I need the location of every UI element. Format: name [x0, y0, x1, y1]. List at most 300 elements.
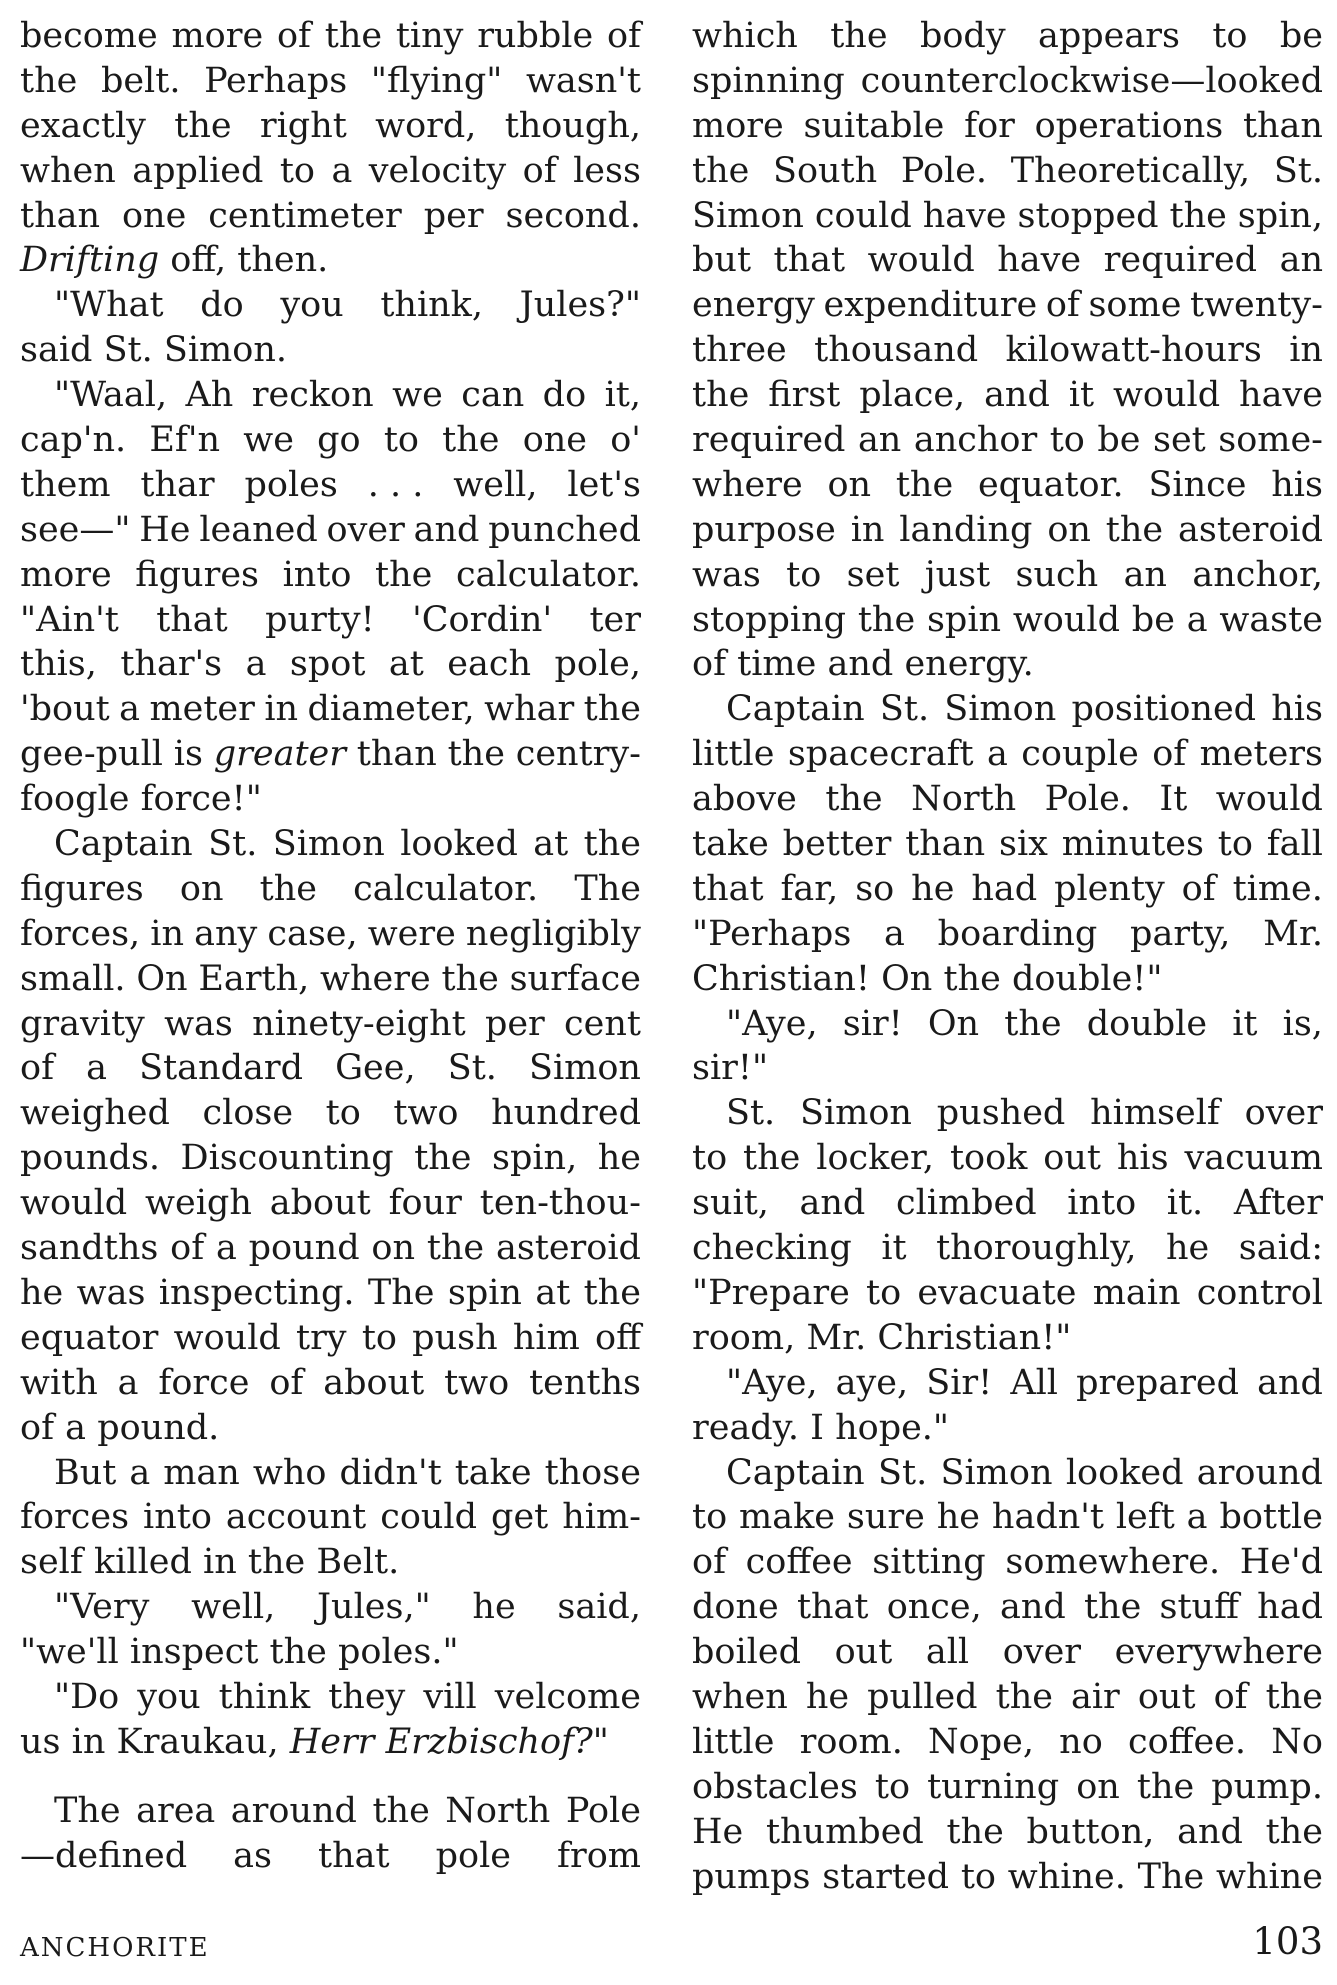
word: that	[318, 1835, 390, 1876]
word: he	[597, 1138, 641, 1179]
word: a	[119, 689, 141, 730]
word: equator	[20, 1317, 159, 1358]
word: pound.	[97, 1407, 220, 1448]
text-line	[692, 238, 1323, 283]
word: waste	[1219, 599, 1323, 640]
word: an	[857, 420, 902, 461]
word: done	[692, 1587, 779, 1628]
word: suitable	[803, 105, 945, 146]
word: he	[1166, 1228, 1210, 1269]
text-line	[692, 1810, 1323, 1855]
text-line	[20, 912, 641, 957]
word: a	[215, 1228, 237, 1269]
word: no	[1059, 1721, 1103, 1762]
text-line	[20, 1091, 641, 1136]
word: one	[121, 195, 187, 236]
word: the	[830, 16, 888, 56]
word: Erzbischof?"	[385, 1721, 609, 1762]
word: calculator.	[353, 868, 539, 909]
word: a	[86, 1048, 108, 1089]
word: main	[1092, 1272, 1181, 1313]
word: for	[964, 105, 1015, 146]
word: expenditure	[823, 285, 1038, 326]
word: him	[512, 1317, 580, 1358]
word: Gee,	[335, 1048, 416, 1089]
word: was	[692, 554, 761, 595]
word: to	[279, 150, 315, 191]
word: Standard	[139, 1048, 303, 1089]
word: gravity	[20, 1003, 145, 1044]
word: be	[1279, 16, 1323, 56]
word: o'	[610, 420, 641, 461]
word: get	[491, 1497, 549, 1538]
word: his	[1271, 689, 1323, 730]
word: asteroid	[495, 1228, 641, 1269]
word: But	[54, 1452, 117, 1493]
word: Captain	[54, 824, 193, 865]
word: that	[796, 1587, 869, 1628]
word: vill	[423, 1676, 477, 1717]
word: South	[772, 150, 878, 191]
word: belt.	[100, 60, 181, 101]
word: pole,	[554, 644, 641, 685]
word: "Prepare	[692, 1272, 850, 1313]
word: On	[136, 958, 188, 999]
word: think,	[380, 285, 484, 326]
word: "Waal,	[54, 375, 168, 416]
word: Mr.	[806, 1317, 867, 1358]
word: try	[296, 1317, 347, 1358]
word: once,	[886, 1587, 982, 1628]
text-line	[20, 1451, 641, 1496]
word: the	[1105, 509, 1164, 550]
word: negligibly	[465, 913, 641, 954]
word: the	[269, 1632, 327, 1673]
word: sitting	[872, 1542, 986, 1583]
word: wasn't	[525, 60, 641, 101]
word: required	[1103, 240, 1258, 281]
word: killed	[93, 1542, 192, 1583]
word: Pole	[565, 1790, 641, 1831]
word: thousand	[814, 330, 979, 371]
word: room.	[799, 1721, 903, 1762]
word: be	[1097, 420, 1141, 461]
word: and	[799, 1183, 866, 1224]
word: the	[375, 554, 433, 595]
word: anchor	[913, 420, 1038, 461]
text-line	[20, 1720, 641, 1765]
word: of	[606, 16, 641, 56]
text-line	[20, 373, 641, 418]
word: the	[324, 16, 383, 56]
word: force	[158, 1362, 250, 1403]
word: than	[905, 824, 986, 865]
text-line	[692, 1540, 1323, 1585]
left-text-column	[20, 14, 641, 1879]
word: thoroughly,	[936, 1228, 1137, 1269]
word: is	[173, 734, 203, 775]
word: himself	[1090, 1093, 1220, 1134]
word: aye,	[835, 1362, 909, 1403]
word: less	[573, 150, 641, 191]
word: had	[971, 868, 1038, 909]
word: asteroid	[1177, 509, 1323, 550]
word: who	[252, 1452, 327, 1493]
word: required	[692, 420, 846, 461]
word: ter	[589, 599, 641, 640]
word: some	[1088, 285, 1182, 326]
word: that	[773, 240, 846, 281]
word: Discounting	[180, 1138, 394, 1179]
word: it,	[604, 375, 641, 416]
word: pumps	[692, 1856, 811, 1897]
text-line	[20, 1540, 641, 1585]
word: to	[786, 554, 822, 595]
word: to	[866, 1272, 902, 1313]
word: checking	[692, 1228, 852, 1269]
word: go	[317, 420, 361, 461]
word: boiled	[692, 1632, 801, 1673]
word: sir!"	[692, 1048, 769, 1089]
word: . . .	[367, 464, 424, 505]
word: far,	[780, 868, 839, 909]
word: centry-	[515, 734, 641, 775]
word: "Perhaps	[692, 913, 852, 954]
word: pounds.	[20, 1138, 161, 1179]
word: man	[163, 1452, 240, 1493]
word: word,	[375, 105, 477, 146]
word: his	[1271, 464, 1323, 505]
word: punched	[488, 509, 641, 550]
word: Belt.	[316, 1542, 400, 1583]
text-line	[20, 194, 641, 239]
word: take	[692, 824, 769, 865]
word: "we'll	[20, 1632, 119, 1673]
word: vacuum	[1184, 1138, 1323, 1179]
word: in	[850, 509, 885, 550]
text-line	[692, 687, 1323, 732]
word: the	[1169, 195, 1227, 236]
word: of	[692, 644, 727, 685]
word: evacuate	[917, 1272, 1077, 1313]
word: time.	[1232, 868, 1323, 909]
text-line	[20, 732, 641, 777]
word: would	[1112, 375, 1221, 416]
word: Drifting	[20, 240, 160, 281]
word: and	[984, 375, 1050, 416]
word: Simon	[940, 1452, 1053, 1493]
text-line	[20, 59, 641, 104]
text-line	[692, 1046, 1323, 1091]
word: spin	[926, 599, 1002, 640]
word: climbed	[895, 1183, 1037, 1224]
word: of	[20, 1407, 55, 1448]
word: Mr.	[1263, 913, 1323, 954]
word: all	[925, 1632, 970, 1673]
word: area	[136, 1790, 216, 1831]
word: the	[895, 464, 954, 505]
word: air	[1071, 1676, 1120, 1717]
word: Simon	[944, 689, 1057, 730]
word: at	[388, 644, 424, 685]
word: have	[1239, 375, 1323, 416]
word: make	[739, 1497, 836, 1538]
text-line	[20, 777, 641, 822]
word: No	[1271, 1721, 1323, 1762]
word: us	[20, 1721, 61, 1762]
word: cent	[564, 1003, 641, 1044]
word: "Very	[54, 1587, 150, 1628]
word: into	[1067, 1183, 1137, 1224]
text-line	[692, 598, 1323, 643]
word: spin	[447, 1272, 522, 1313]
text-line	[692, 553, 1323, 598]
word: three	[692, 330, 787, 371]
word: Since	[1148, 464, 1247, 505]
word: of	[20, 1048, 55, 1089]
word: could	[814, 195, 912, 236]
word: had	[1257, 1587, 1323, 1628]
text-line	[20, 1495, 641, 1540]
text-line	[20, 1585, 641, 1630]
word: was	[76, 1272, 146, 1313]
word: a	[1186, 1497, 1208, 1538]
word: his	[1116, 1138, 1169, 1179]
text-line	[692, 1585, 1323, 1630]
page-number: 103	[1252, 1920, 1323, 1963]
word: then.	[237, 240, 329, 281]
word: Ah	[185, 375, 234, 416]
word: would	[1012, 599, 1121, 640]
word: in	[150, 913, 184, 954]
word: pound	[248, 1228, 360, 1269]
word: "Aye,	[726, 1003, 818, 1044]
word: obstacles	[692, 1766, 858, 1807]
word: The	[1137, 1856, 1205, 1897]
word: diameter,	[307, 689, 475, 730]
word: would	[20, 1183, 128, 1224]
word: the	[583, 689, 641, 730]
word: of	[1181, 868, 1216, 909]
word: into	[143, 1497, 212, 1538]
word: such	[1015, 554, 1099, 595]
text-line	[692, 283, 1323, 328]
word: to	[1217, 824, 1253, 865]
word: St.	[447, 1048, 497, 1089]
word: He	[139, 509, 191, 550]
word: you	[137, 1676, 201, 1717]
word: a	[1186, 599, 1208, 640]
word: took	[949, 1138, 1028, 1179]
word: above	[692, 779, 797, 820]
word: any	[194, 913, 258, 954]
word: the	[583, 824, 641, 865]
word: one	[522, 420, 588, 461]
text-line	[20, 463, 641, 508]
text-line	[20, 957, 641, 1002]
word: he	[805, 1676, 850, 1717]
word: spinning	[692, 60, 845, 101]
word: equator.	[977, 464, 1124, 505]
word: place,	[859, 375, 966, 416]
word: ten-thou-	[479, 1183, 641, 1224]
word: on	[371, 1228, 416, 1269]
word: the	[743, 1138, 801, 1179]
word: Simon	[692, 195, 804, 236]
word: turning	[927, 1766, 1060, 1807]
running-title: ANCHORITE	[20, 1933, 210, 1963]
word: when	[692, 1676, 788, 1717]
word: It	[1159, 779, 1188, 820]
word: prepared	[1076, 1362, 1240, 1403]
text-line	[692, 1181, 1323, 1226]
text-line	[20, 1181, 641, 1226]
word: Earth,	[198, 958, 310, 999]
word: meters	[1199, 734, 1323, 775]
word: case,	[267, 913, 358, 954]
word: per	[423, 195, 484, 236]
word: from	[557, 1835, 641, 1876]
word: first	[768, 375, 841, 416]
text-line	[20, 1002, 641, 1047]
word: meter	[149, 689, 255, 730]
word: the	[1004, 1003, 1062, 1044]
word: the	[692, 150, 750, 191]
word: exactly	[20, 105, 146, 146]
word: anchor,	[1192, 554, 1323, 595]
word: the	[1265, 1811, 1323, 1852]
word: of	[1213, 1676, 1248, 1717]
word: with	[20, 1362, 98, 1403]
word: velcome	[494, 1676, 641, 1717]
text-line	[20, 1630, 641, 1675]
word: ready.	[692, 1407, 799, 1448]
word: and	[999, 1587, 1066, 1628]
word: didn't	[339, 1452, 442, 1493]
word: hope."	[835, 1407, 950, 1448]
word: the	[426, 1228, 485, 1269]
text-line	[692, 104, 1323, 149]
word: the	[441, 958, 499, 999]
word: well,	[191, 1587, 276, 1628]
word: plenty	[1054, 868, 1165, 909]
word: hundred	[491, 1093, 641, 1134]
word: the	[174, 105, 232, 146]
word: of	[276, 16, 311, 56]
word: said,	[557, 1587, 641, 1628]
word: the	[372, 1790, 430, 1831]
word: "Ain't	[20, 599, 119, 640]
word: become	[20, 16, 158, 56]
word: the	[1083, 1587, 1142, 1628]
text-line	[692, 328, 1323, 373]
word: 'Cordin'	[412, 599, 553, 640]
text-line	[692, 777, 1323, 822]
word: though,	[504, 105, 641, 146]
word: to	[383, 420, 419, 461]
word: they	[328, 1676, 406, 1717]
text-line	[20, 1675, 641, 1720]
word: Christian!	[692, 958, 870, 999]
word: tiny	[395, 16, 464, 56]
word: of	[269, 1362, 304, 1403]
word: right	[259, 105, 347, 146]
word: in	[71, 1721, 106, 1762]
word: can	[461, 375, 525, 416]
word: a	[117, 1362, 139, 1403]
word: inspecting.	[158, 1272, 355, 1313]
word: than	[1242, 105, 1323, 146]
word: where	[320, 958, 431, 999]
text-line	[20, 14, 641, 59]
word: the	[414, 1138, 472, 1179]
word: into	[282, 554, 352, 595]
word: the	[442, 420, 500, 461]
word: Christian!"	[877, 1317, 1072, 1358]
word: to	[692, 1138, 728, 1179]
text-line	[20, 149, 641, 194]
word: leaned	[199, 509, 318, 550]
word: each	[447, 644, 532, 685]
word: small.	[20, 958, 126, 999]
text-line	[692, 418, 1323, 463]
word: over	[1244, 1093, 1323, 1134]
word: velocity	[368, 150, 507, 191]
word: so	[855, 868, 895, 909]
word: weighed	[20, 1093, 170, 1134]
word: twenty-	[1190, 285, 1323, 326]
word: self	[20, 1542, 83, 1583]
text-line	[20, 1834, 641, 1879]
text-line	[692, 1675, 1323, 1720]
word: pushed	[936, 1093, 1066, 1134]
word: whine	[1215, 1856, 1323, 1897]
text-line	[20, 867, 641, 912]
word: the	[946, 1811, 1004, 1852]
word: counterclockwise—looked	[860, 60, 1323, 101]
word: spacecraft	[787, 734, 974, 775]
word: set	[846, 554, 900, 595]
word: out	[1043, 1138, 1101, 1179]
word: he	[936, 1497, 981, 1538]
word: have	[997, 240, 1082, 281]
word: at	[535, 1272, 571, 1313]
word: "flying"	[370, 60, 503, 101]
word: spot	[289, 644, 366, 685]
text-line	[692, 1271, 1323, 1316]
word: spin,	[491, 1138, 578, 1179]
word: four	[388, 1183, 462, 1224]
word: of	[522, 150, 557, 191]
word: pole	[435, 1835, 511, 1876]
word: little	[692, 1721, 775, 1762]
word: Simon	[799, 1093, 912, 1134]
word: —defined	[20, 1835, 188, 1876]
word: close	[202, 1093, 294, 1134]
word: in	[264, 689, 299, 730]
word: positioned	[1071, 689, 1257, 730]
word: sandths	[20, 1228, 159, 1269]
word: St.	[878, 1452, 928, 1493]
text-line	[692, 1316, 1323, 1361]
word: and	[413, 509, 480, 550]
text-line	[20, 418, 641, 463]
word: as	[233, 1835, 272, 1876]
word: two	[444, 1362, 510, 1403]
word: over	[326, 509, 405, 550]
word: boarding	[937, 913, 1098, 954]
word: little	[692, 734, 775, 775]
